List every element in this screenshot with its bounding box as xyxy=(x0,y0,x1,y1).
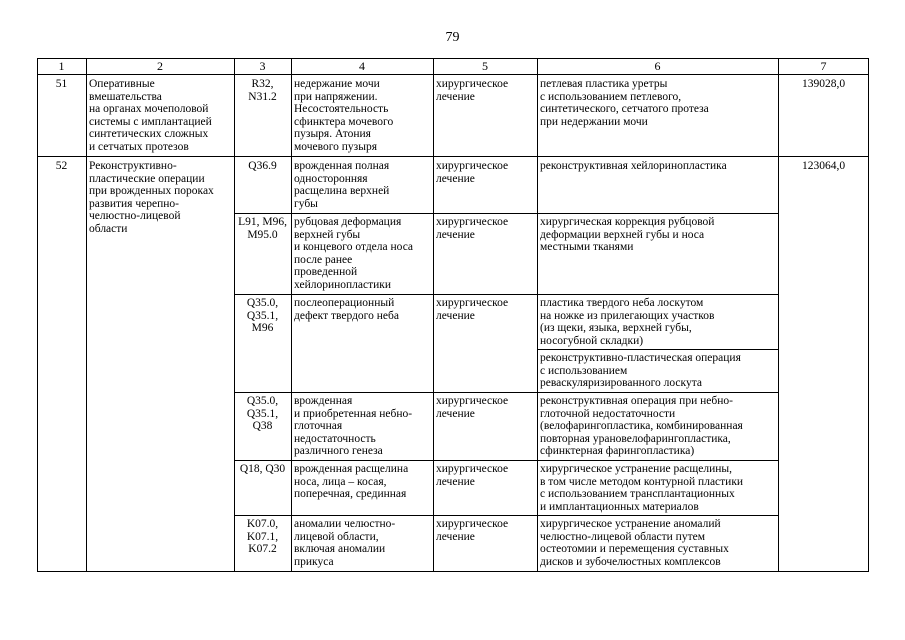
row-52-sub3-model: послеоперационный дефект твердого неба xyxy=(294,297,399,322)
row-52-sub3-codes: Q35.0, Q35.1, M96 xyxy=(246,297,279,335)
page-number: 79 xyxy=(445,30,460,45)
row-51-price: 139028,0 xyxy=(801,78,846,90)
row-52-sub6-codes: K07.0, K07.1, K07.2 xyxy=(246,518,279,556)
row-52-sub6-model: аномалии челюстно- лицевой области, включая аномалии прикуса xyxy=(294,518,396,568)
header-col-7: 7 xyxy=(820,59,827,73)
row-51-number: 51 xyxy=(55,78,68,90)
row-52-sub1-treatment: хирургическое лечение xyxy=(436,160,509,185)
row-51-treatment: хирургическое лечение xyxy=(436,78,509,103)
row-52-number: 52 xyxy=(55,160,68,172)
row-52-sub4-codes: Q35.0, Q35.1, Q38 xyxy=(246,395,279,433)
row-51-model: недержание мочи при напряжении. Несостоятельность сфинктера мочевого пузыря. Атония мочевого пузыря xyxy=(294,78,394,153)
row-51-method: петлевая пластика уретры с использованием петлевого, синтетического, сетчатого протеза при недержании мочи xyxy=(540,78,709,128)
row-52-sub3-method-a: пластика твердого неба лоскутом на ножке из прилегающих участков (из щеки, языка, верхней губы, носогубной складки) xyxy=(540,297,715,347)
row-52-sub6-method: хирургическое устранение аномалий челюстно-лицевой области путем остеотомии и перемещения суставных дисков и зубочелюстных комплексов xyxy=(540,518,729,568)
row-52-sub4-model: врожденная и приобретенная небно- глоточная недостаточность различного генеза xyxy=(294,395,413,458)
row-52-sub4-treatment: хирургическое лечение xyxy=(436,395,509,420)
row-52-sub2-codes: L91, M96, M95.0 xyxy=(238,216,287,241)
row-52-sub5-codes: Q18, Q30 xyxy=(239,463,286,475)
row-52-name: Реконструктивно- пластические операции при врожденных пороках развития черепно- челюстно-лицевой области xyxy=(89,160,214,235)
row-51-name: Оперативные вмешательства на органах мочеполовой системы с имплантацией синтетических сложных и сетчатых протезов xyxy=(89,78,212,153)
row-52-sub5-treatment: хирургическое лечение xyxy=(436,463,509,488)
row-52-sub2-treatment: хирургическое лечение xyxy=(436,216,509,241)
row-52-sub1-codes: Q36.9 xyxy=(248,160,277,172)
row-52-sub5-method: хирургическое устранение расщелины, в том числе методом контурной пластики с использованием трансплантационных и имплантационных материалов xyxy=(540,463,744,513)
row-52-sub3-treatment: хирургическое лечение xyxy=(436,297,509,322)
row-52-sub3-method-b: реконструктивно-пластическая операция с использованием реваскуляризированного лоскута xyxy=(540,352,741,390)
row-52-price: 123064,0 xyxy=(801,160,846,172)
header-col-5: 5 xyxy=(482,59,488,73)
header-col-1: 1 xyxy=(58,59,65,73)
row-52-sub1-method: реконструктивная хейлоринопластика xyxy=(540,160,727,172)
row-52-sub1-model: врожденная полная односторонняя расщелина верхней губы xyxy=(294,160,390,210)
row-52-sub4-method: реконструктивная операция при небно- глоточной недостаточности (велофарингопластика, комбинированная повторная урановелофарингопластика, сфинктерная фарингопластика) xyxy=(540,395,743,458)
header-col-2: 2 xyxy=(157,59,163,73)
header-col-4: 4 xyxy=(359,59,365,73)
row-51-codes: R32, N31.2 xyxy=(248,78,277,103)
row-52-sub2-model: рубцовая деформация верхней губы и концевого отдела носа после ранее проведенной хейлоринопластики xyxy=(294,216,414,291)
header-col-3: 3 xyxy=(259,59,266,73)
row-52-sub6-treatment: хирургическое лечение xyxy=(436,518,509,543)
data-table xyxy=(37,58,869,572)
header-col-6: 6 xyxy=(654,59,661,73)
row-52-sub5-model: врожденная расщелина носа, лица – косая, поперечная, срединная xyxy=(294,463,409,501)
row-52-sub2-method: хирургическая коррекция рубцовой деформации верхней губы и носа местными тканями xyxy=(540,216,715,254)
